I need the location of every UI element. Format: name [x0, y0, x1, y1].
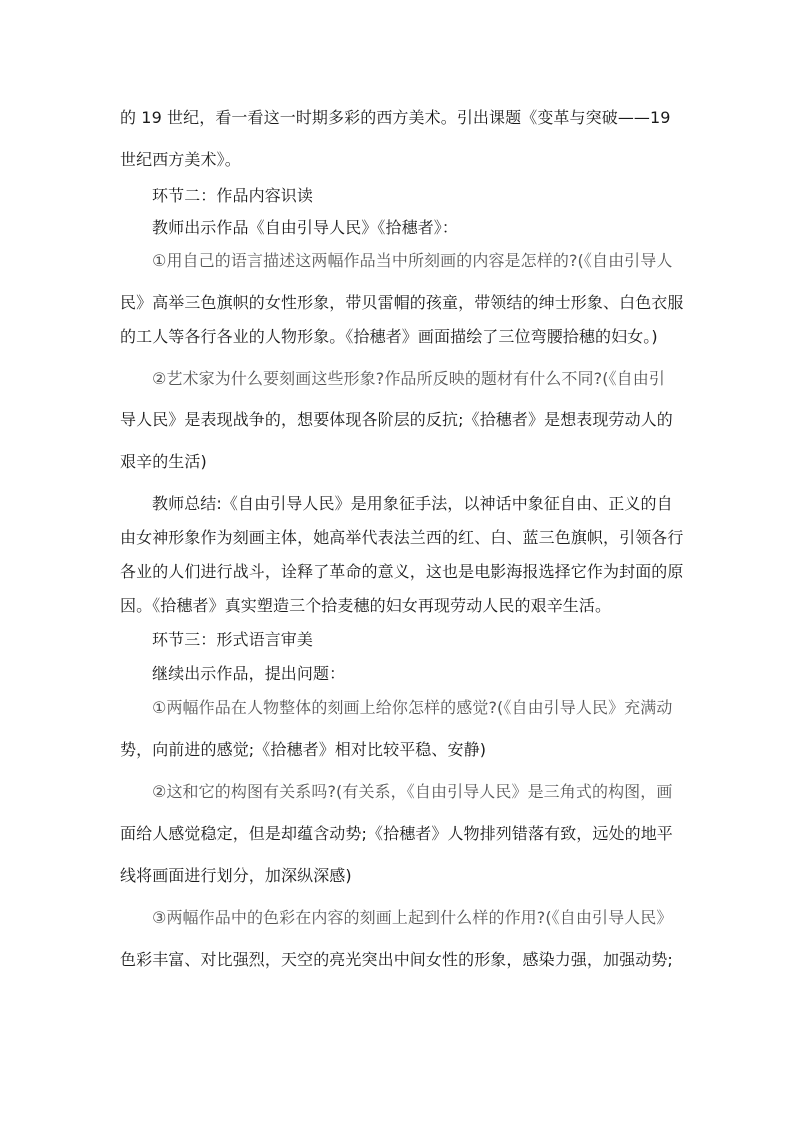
text-line: 面给人感觉稳定，但是却蕴含动势;《拾穗者》人物排列错落有致，远处的地平	[120, 824, 673, 843]
text-line: 导人民》是表现战争的，想要体现各阶层的反抗;《拾穗者》是想表现劳动人的	[120, 410, 673, 429]
text-line: 继续出示作品，提出问题：	[152, 664, 346, 683]
text-line: 教师出示作品《自由引导人民》《拾穗者》：	[152, 218, 459, 237]
text-line: 世纪西方美术》。	[120, 150, 241, 169]
text-line: 各业的人们进行战斗，诠释了革命的意义，这也是电影海报选择它作为封面的原	[120, 562, 684, 581]
question-line: ③两幅作品中的色彩在内容的刻画上起到什么样的作用?(《自由引导人民》	[152, 908, 673, 927]
question-line: ①两幅作品在人物整体的刻画上给你怎样的感觉?(《自由引导人民》充满动	[152, 698, 673, 717]
text-line: 色彩丰富、对比强烈，天空的亮光突出中间女性的形象，感染力强，加强动势;	[120, 950, 673, 969]
question-line: ②这和它的构图有关系吗?(有关系，《自由引导人民》是三角式的构图，画	[152, 782, 673, 801]
question-line: ①用自己的语言描述这两幅作品当中所刻画的内容是怎样的?(《自由引导人	[152, 251, 673, 270]
text-line: 的 19 世纪，看一看这一时期多彩的西方美术。引出课题《变革与突破——19	[120, 108, 671, 127]
text-line: 民》高举三色旗帜的女性形象，带贝雷帽的孩童，带领结的绅士形象、白色衣服	[120, 293, 684, 312]
text-line: 势，向前进的感觉;《拾穗者》相对比较平稳、安静)	[120, 740, 487, 759]
text-line: 教师总结:《自由引导人民》是用象征手法，以神话中象征自由、正义的自	[152, 494, 673, 513]
text-line: 由女神形象作为刻画主体，她高举代表法兰西的红、白、蓝三色旗帜，引领各行	[120, 528, 684, 547]
text-line: 线将画面进行划分，加深纵深感)	[120, 866, 352, 885]
question-line: ②艺术家为什么要刻画这些形象?作品所反映的题材有什么不同?(《自由引	[152, 369, 665, 388]
section-heading: 环节三：形式语言审美	[152, 630, 314, 649]
text-line: 因。《拾穗者》真实塑造三个拾麦穗的妇女再现劳动人民的艰辛生活。	[120, 596, 612, 615]
section-heading: 环节二：作品内容识读	[152, 186, 314, 205]
text-line: 的工人等各行各业的人物形象。《拾穗者》画面描绘了三位弯腰拾穗的妇女。)	[120, 327, 658, 346]
text-line: 艰辛的生活)	[120, 452, 207, 471]
